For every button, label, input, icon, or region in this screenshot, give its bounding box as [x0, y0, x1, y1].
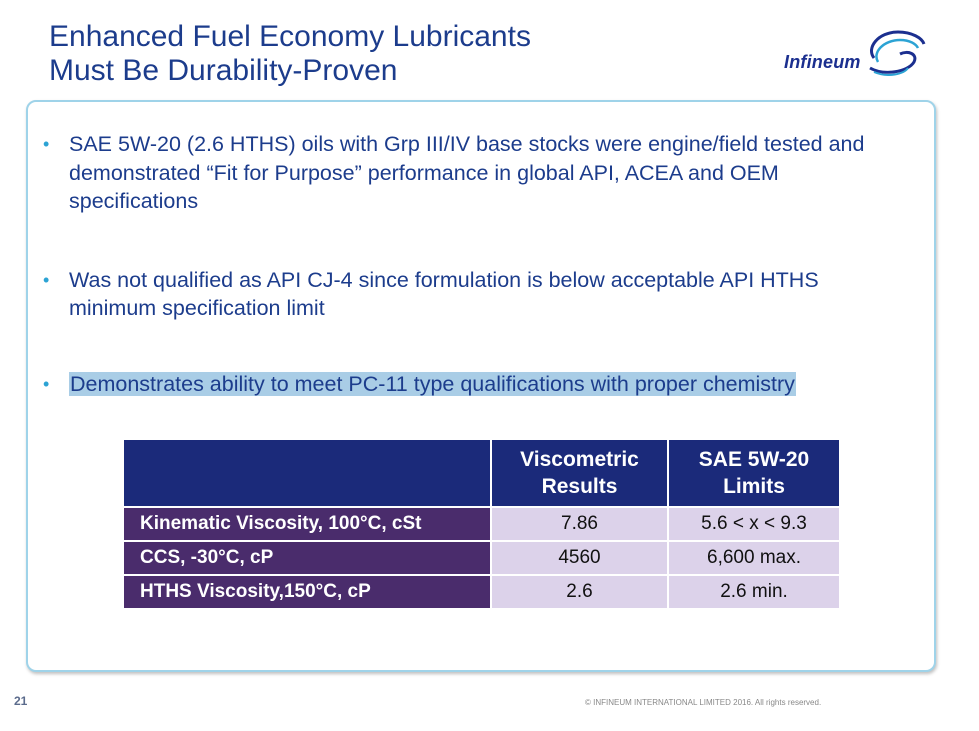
copyright-notice: © INFINEUM INTERNATIONAL LIMITED 2016. All rights reserved. [585, 698, 822, 707]
table-row [123, 541, 840, 575]
table-row [123, 575, 840, 609]
table-header-cell: Viscometric Results [491, 439, 668, 507]
bullet-item [43, 266, 903, 323]
table-row [123, 507, 840, 541]
bullet-item [43, 370, 903, 399]
table-cell: 2.6 [491, 575, 668, 609]
specification-table [122, 438, 841, 610]
logo-swirl-icon [864, 24, 930, 76]
row-label: HTHS Viscosity,150°C, cP [123, 575, 491, 609]
infineum-logo [780, 24, 930, 82]
table-header-row [123, 439, 840, 507]
bullet-item [43, 130, 903, 216]
row-label: Kinematic Viscosity, 100°C, cSt [123, 507, 491, 541]
logo-wordmark: Infineum [784, 52, 861, 72]
slide-title [49, 20, 531, 88]
slide-title-line-2: Must Be Durability-Proven [49, 54, 398, 87]
bullet-text: SAE 5W-20 (2.6 HTHS) oils with Grp III/IV base stocks were engine/field tested and demonstrated “Fit for Purpose” performance in global API, ACEA and OEM specifications [69, 132, 865, 213]
table-cell: 4560 [491, 541, 668, 575]
bullet-text: Was not qualified as API CJ-4 since formulation is below acceptable API HTHS minimum specification limit [69, 267, 819, 320]
page-number: 21 [14, 694, 28, 708]
table-cell: 2.6 min. [668, 575, 840, 609]
bullet-list [43, 130, 903, 398]
table-header-cell: SAE 5W-20 Limits [668, 439, 840, 507]
table-cell: 5.6 < x < 9.3 [668, 507, 840, 541]
table-header-cell [123, 439, 491, 507]
table-cell: 6,600 max. [668, 541, 840, 575]
bullet-dot-icon: • [43, 269, 50, 290]
row-label: CCS, -30°C, cP [123, 541, 491, 575]
bullet-dot-icon: • [43, 134, 50, 154]
table-cell: 7.86 [491, 507, 668, 541]
slide-title-line-1: Enhanced Fuel Economy Lubricants [49, 20, 531, 53]
bullet-dot-icon: • [43, 373, 50, 394]
highlighted-bullet-text: Demonstrates ability to meet PC-11 type qualifications with proper chemistry [70, 371, 795, 396]
